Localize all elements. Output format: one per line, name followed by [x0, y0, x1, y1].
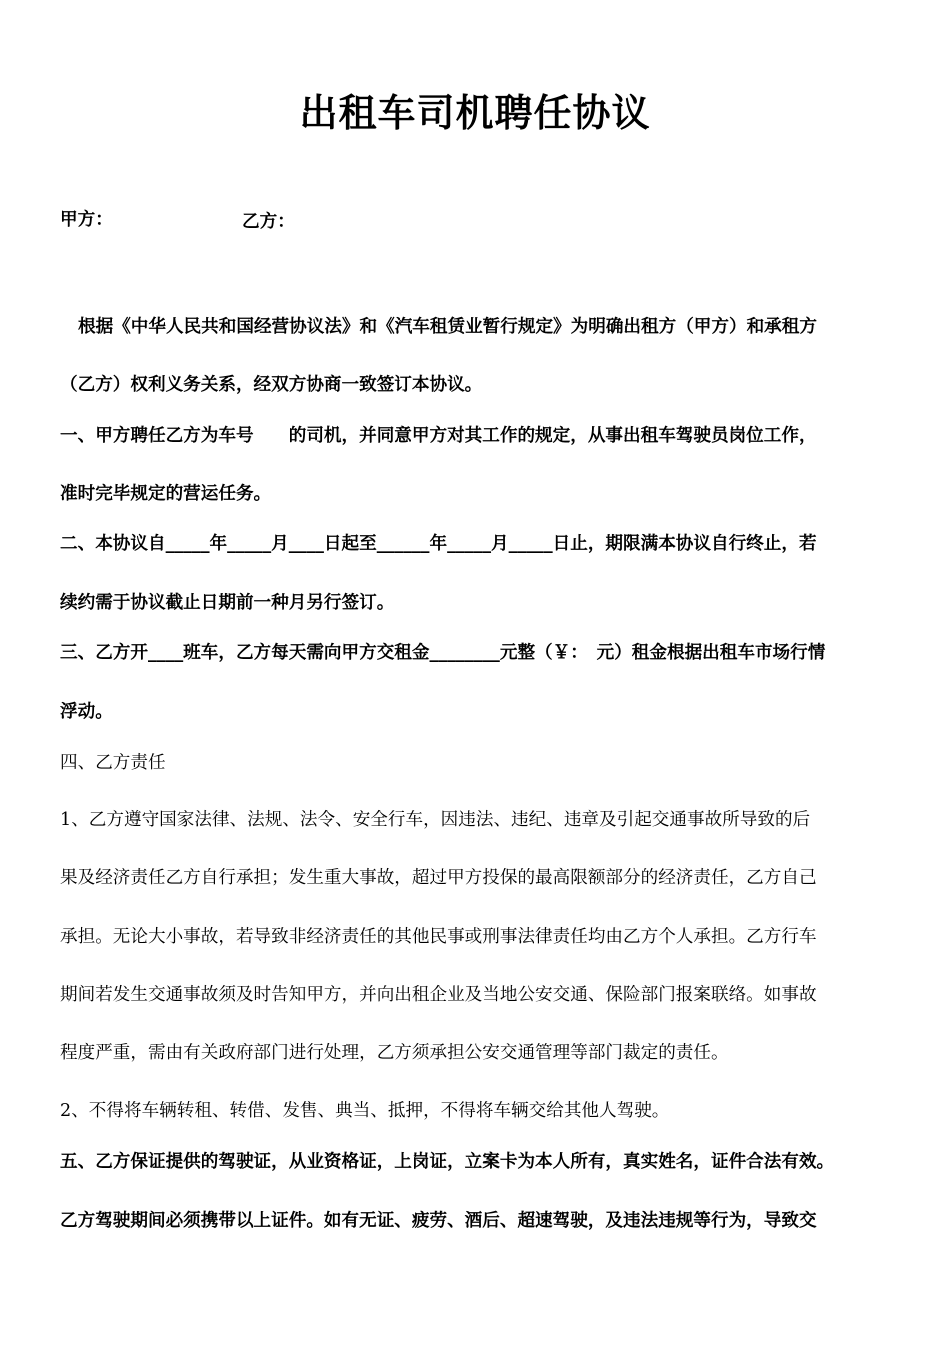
- clause-4-item-1-line-4: 期间若发生交通事故须及时告知甲方，并向出租企业及当地公安交通、保险部门报案联络。如事故: [60, 985, 817, 1005]
- clause-3-line-1: 三、乙方开____班车，乙方每天需向甲方交租金________元整（￥： 元）租金根据出租车市场行情: [60, 643, 826, 663]
- clause-4-item-1-line-2: 果及经济责任乙方自行承担；发生重大事故，超过甲方投保的最高限额部分的经济责任，乙方自己: [60, 868, 817, 888]
- clause-2-line-1: 二、本协议自_____年_____月____日起至______年_____月_____日止，期限满本协议自行终止，若: [60, 534, 817, 554]
- clause-1-line-1: 一、甲方聘任乙方为车号 的司机，并同意甲方对其工作的规定，从事出租车驾驶员岗位工作，: [60, 426, 817, 446]
- clause-2-line-2: 续约需于协议截止日期前一种月另行签订。: [60, 593, 395, 613]
- clause-4-item-2: 2、不得将车辆转租、转借、发售、典当、抵押，不得将车辆交给其他人驾驶。: [60, 1101, 670, 1121]
- party-a-label: 甲方：: [60, 210, 113, 230]
- clause-4-item-1-line-5: 程度严重，需由有关政府部门进行处理，乙方须承担公安交通管理等部门裁定的责任。: [60, 1043, 729, 1063]
- paragraph-line-2: （乙方）权利义务关系，经双方协商一致签订本协议。: [60, 375, 483, 395]
- party-b-label: 乙方：: [242, 212, 295, 232]
- clause-5-line-2: 乙方驾驶期间必须携带以上证件。如有无证、疲劳、酒后、超速驾驶，及违法违规等行为，导致交: [60, 1211, 817, 1231]
- clause-4-item-1-line-1: 1、乙方遵守国家法律、法规、法令、安全行车，因违法、违纪、违章及引起交通事故所导致的后: [60, 810, 811, 830]
- paragraph-line-1: 根据《中华人民共和国经营协议法》和《汽车租赁业暂行规定》为明确出租方（甲方）和承租方: [78, 317, 817, 337]
- document-title: 出租车司机聘任协议: [299, 91, 651, 135]
- clause-3-line-2: 浮动。: [60, 702, 113, 722]
- clause-1-line-2: 准时完毕规定的营运任务。: [60, 484, 272, 504]
- clause-4-heading: 四、乙方责任: [60, 753, 166, 773]
- clause-5-line-1: 五、乙方保证提供的驾驶证，从业资格证，上岗证，立案卡为本人所有，真实姓名，证件合法有效。: [60, 1152, 835, 1172]
- clause-4-item-1-line-3: 承担。无论大小事故，若导致非经济责任的其他民事或刑事法律责任均由乙方个人承担。乙方行车: [60, 927, 817, 947]
